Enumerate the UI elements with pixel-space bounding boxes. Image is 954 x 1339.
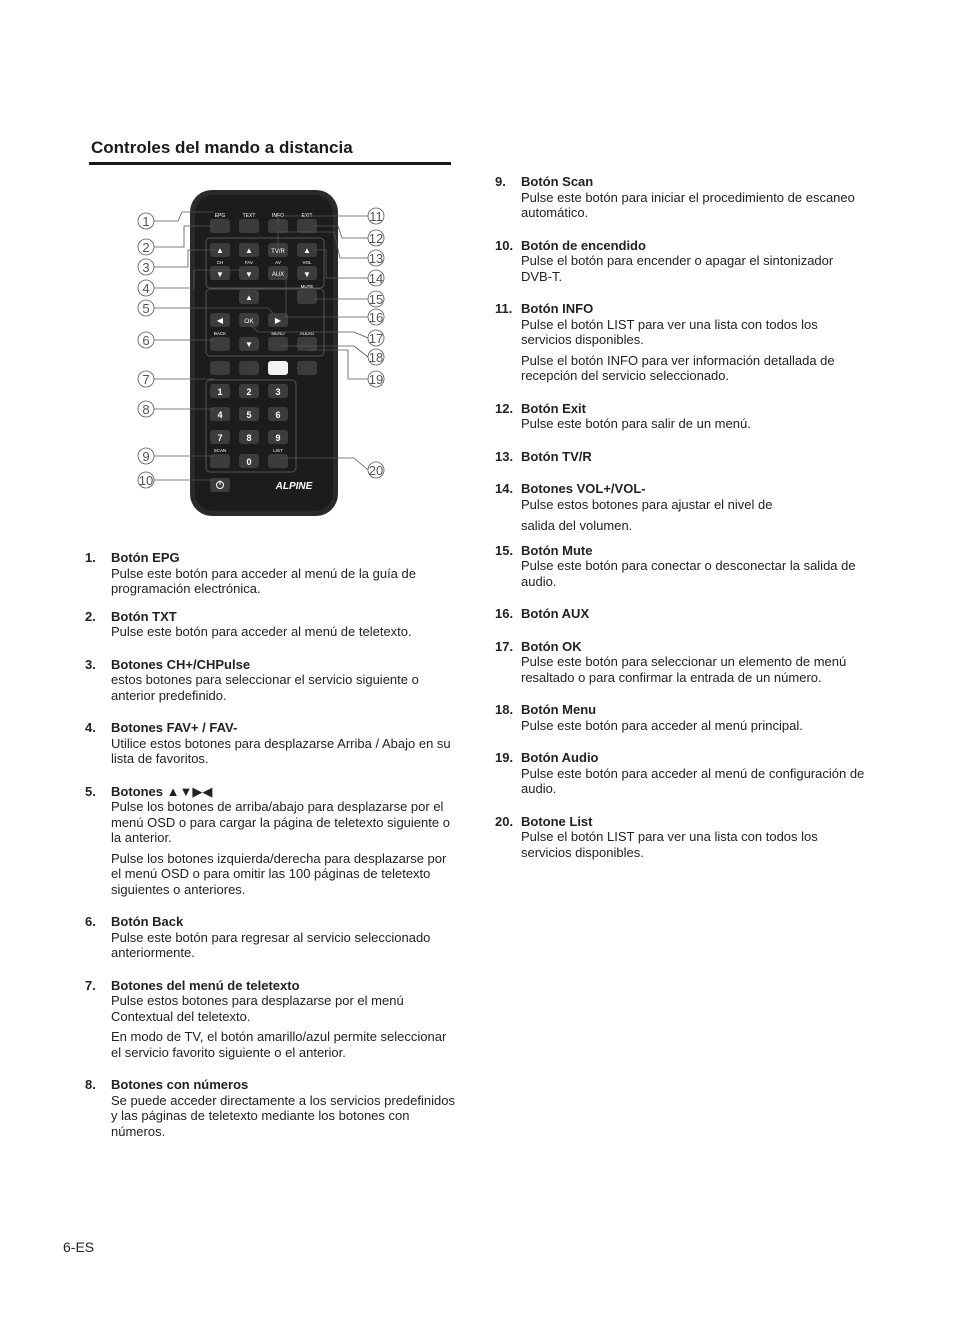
item-number: 19.: [495, 750, 514, 765]
description-item: [495, 750, 865, 797]
ch-label: CH: [216, 260, 224, 265]
item-heading: Botón OK: [521, 638, 582, 654]
svg-text:8: 8: [142, 402, 150, 417]
description-item: [85, 609, 455, 640]
item-number: 10.: [495, 237, 514, 253]
svg-text:3: 3: [142, 260, 150, 275]
description-item: [85, 550, 455, 597]
description-item: [495, 401, 865, 432]
item-description: Pulse este botón para acceder al menú de la guía de programación electrónica.: [111, 565, 416, 596]
item-heading: Botones ▲▼▶◀: [111, 783, 213, 799]
svg-text:▼: ▼: [303, 270, 311, 279]
item-description: Pulse el botón LIST para ver una lista con todos los servicios disponibles.: [521, 316, 818, 347]
title-underline: [89, 162, 451, 165]
svg-text:3: 3: [275, 387, 281, 397]
item-number: 2.: [85, 608, 96, 624]
svg-text:0: 0: [246, 457, 252, 467]
menu-label: MENU: [271, 331, 285, 336]
item-description: Pulse estos botones para ajustar el nivel de: [521, 496, 773, 512]
svg-text:15: 15: [368, 292, 384, 307]
text-button: [239, 219, 259, 233]
audio-button: [297, 337, 317, 351]
remote-control-diagram: [128, 186, 398, 518]
text-label: TEXT: [242, 213, 256, 219]
item-description: En modo de TV, el botón amarillo/azul permite seleccionar el servicio favorito siguiente o el anterior.: [111, 1029, 447, 1060]
svg-text:12: 12: [368, 231, 384, 246]
list-label: LIST: [273, 448, 283, 453]
item-heading: Botone List: [521, 813, 593, 829]
svg-text:6: 6: [142, 333, 150, 348]
description-item: [85, 784, 455, 898]
item-description: salida del volumen.: [521, 518, 633, 533]
svg-text:16: 16: [368, 310, 384, 325]
svg-text:20: 20: [368, 463, 384, 478]
back-label: BACK: [213, 331, 227, 336]
item-heading: Botón Back: [111, 914, 184, 929]
description-item: [495, 702, 865, 733]
svg-text:9: 9: [275, 433, 281, 443]
svg-text:2: 2: [246, 387, 252, 397]
list-button: [268, 454, 288, 468]
alpine-logo: ALPINE: [275, 481, 313, 492]
item-description: Utilice estos botones para desplazarse Arriba / Abajo en su lista de favoritos.: [111, 735, 451, 766]
svg-text:▲: ▲: [216, 246, 224, 255]
svg-text:4: 4: [142, 281, 150, 296]
item-description: Pulse el botón LIST para ver una lista con todos los servicios disponibles.: [521, 829, 818, 860]
item-heading: Botones CH+/CHPulse: [111, 656, 251, 672]
white-teletext-button: [268, 361, 288, 375]
back-button: [210, 337, 230, 351]
fav-label: FAV: [244, 260, 254, 265]
item-heading: Botón Menu: [521, 702, 597, 717]
item-description: Pulse este botón para acceder al menú principal.: [521, 717, 803, 733]
item-number: 12.: [495, 400, 514, 416]
item-heading: Botón AUX: [521, 606, 590, 621]
item-number: 8.: [85, 1077, 96, 1092]
description-item: [495, 606, 865, 622]
item-number: 20.: [495, 813, 514, 829]
info-label: INFO: [272, 213, 284, 219]
item-number: 18.: [495, 702, 514, 717]
aux-label: AUX: [271, 272, 285, 278]
item-heading: Botón Scan: [521, 174, 594, 189]
item-heading: Botones VOL+/VOL-: [521, 481, 646, 496]
item-number: 15.: [495, 542, 514, 558]
descriptions-left-column: [85, 550, 455, 1139]
svg-text:1: 1: [217, 387, 223, 397]
svg-text:17: 17: [368, 331, 384, 346]
epg-label: EPG: [214, 213, 226, 219]
description-item: [85, 1077, 455, 1139]
svg-text:▲: ▲: [245, 246, 253, 255]
item-heading: Botones del menú de teletexto: [111, 977, 300, 993]
description-item: [495, 543, 865, 590]
svg-text:4: 4: [217, 410, 223, 420]
page-number: 6-ES: [63, 1239, 95, 1255]
svg-text:▼: ▼: [245, 270, 253, 279]
page-title: Controles del mando a distancia: [91, 138, 353, 157]
item-number: 3.: [85, 656, 96, 672]
mute-label: MUTE: [300, 284, 314, 289]
item-description: Pulse estos botones para desplazarse por el menú Contextual del teletexto.: [111, 993, 404, 1024]
item-number: 17.: [495, 638, 514, 654]
item-heading: Botones con números: [111, 1077, 249, 1092]
item-description: Pulse los botones izquierda/derecha para desplazarse por el menú OSD o para omitir las 100 páginas de teletexto siguientes o anteriores.: [111, 850, 447, 897]
svg-text:◀: ◀: [216, 316, 224, 325]
item-heading: Botón TV/R: [521, 448, 592, 464]
item-number: 14.: [495, 481, 514, 496]
item-description: Pulse este botón para acceder al menú de configuración de audio.: [521, 765, 865, 796]
callout-numbers-right: [369, 209, 383, 478]
item-number: 6.: [85, 914, 96, 929]
description-item: [495, 174, 865, 221]
svg-text:19: 19: [368, 372, 384, 387]
svg-text:2: 2: [142, 240, 150, 255]
svg-text:9: 9: [142, 449, 150, 464]
svg-text:▲: ▲: [245, 293, 253, 302]
svg-text:5: 5: [246, 410, 252, 420]
svg-text:▲: ▲: [303, 246, 311, 255]
description-item: [495, 449, 865, 465]
svg-text:5: 5: [142, 301, 150, 316]
description-item: [495, 814, 865, 861]
item-description: Pulse este botón para conectar o desconectar la salida de audio.: [521, 558, 856, 589]
item-heading: Botones FAV+ / FAV-: [111, 720, 238, 735]
scan-label: SCAN: [213, 448, 227, 453]
item-number: 5.: [85, 783, 96, 799]
svg-text:7: 7: [217, 433, 223, 443]
description-item: [495, 238, 865, 285]
item-description: estos botones para seleccionar el servicio siguiente o anterior predefinido.: [111, 672, 419, 703]
description-item: [495, 301, 865, 384]
description-item: [85, 914, 455, 961]
item-number: 7.: [85, 977, 96, 993]
item-heading: Botón de encendido: [521, 237, 646, 253]
descriptions-right-column: [495, 174, 865, 860]
svg-text:10: 10: [138, 473, 154, 488]
item-description: Se puede acceder directamente a los servicios predefinidos y las páginas de teletexto mediante los botones con números.: [111, 1092, 455, 1139]
item-description: Pulse este botón para regresar al servicio seleccionado anteriormente.: [111, 929, 431, 960]
description-item: [495, 639, 865, 686]
svg-text:1: 1: [142, 214, 150, 229]
item-description: Pulse este botón para seleccionar un elemento de menú resaltado o para confirmar la entrada de un número.: [521, 654, 847, 685]
item-heading: Botón INFO: [521, 301, 594, 316]
item-number: 1.: [85, 550, 96, 565]
item-heading: Botón TXT: [111, 608, 177, 624]
svg-text:13: 13: [368, 251, 384, 266]
item-description: Pulse los botones de arriba/abajo para desplazarse por el menú OSD o para cargar la página de teletexto siguiente o la anterior.: [111, 799, 450, 845]
description-item: [495, 481, 865, 534]
exit-label: EXIT: [301, 213, 313, 219]
ok-label: OK: [244, 318, 254, 325]
item-description: Pulse este botón para salir de un menú.: [521, 416, 751, 431]
item-number: 11.: [495, 301, 513, 316]
svg-text:18: 18: [368, 350, 384, 365]
svg-text:8: 8: [246, 433, 252, 443]
item-number: 9.: [495, 174, 506, 189]
av-label: AV: [275, 260, 281, 265]
item-number: 4.: [85, 720, 96, 735]
item-number: 16.: [495, 606, 514, 621]
menu-button: [268, 337, 288, 351]
item-description: Pulse este botón para iniciar el procedimiento de escaneo automático.: [521, 189, 855, 220]
svg-text:▼: ▼: [245, 340, 253, 349]
svg-text:▼: ▼: [216, 270, 224, 279]
svg-text:14: 14: [368, 271, 384, 286]
item-heading: Botón Exit: [521, 400, 586, 416]
item-heading: Botón Mute: [521, 542, 593, 558]
svg-text:7: 7: [142, 372, 150, 387]
description-item: [85, 978, 455, 1061]
item-number: 13.: [495, 448, 514, 464]
vol-label: VOL: [302, 260, 312, 265]
svg-text:6: 6: [275, 410, 281, 420]
description-item: [85, 657, 455, 704]
mute-button: [297, 290, 317, 304]
item-heading: Botón Audio: [521, 750, 599, 765]
svg-text:11: 11: [369, 209, 383, 224]
svg-text:▶: ▶: [274, 316, 282, 325]
item-description: Pulse el botón para encender o apagar el sintonizador DVB-T.: [521, 253, 834, 284]
item-heading: Botón EPG: [111, 550, 180, 565]
item-description: Pulse este botón para acceder al menú de teletexto.: [111, 624, 412, 639]
item-description: Pulse el botón INFO para ver información detallada de recepción del servicio seleccionado.: [521, 352, 835, 383]
tvr-label: TV/R: [271, 249, 285, 255]
description-item: [85, 720, 455, 767]
audio-label: AUDIO: [299, 331, 315, 336]
